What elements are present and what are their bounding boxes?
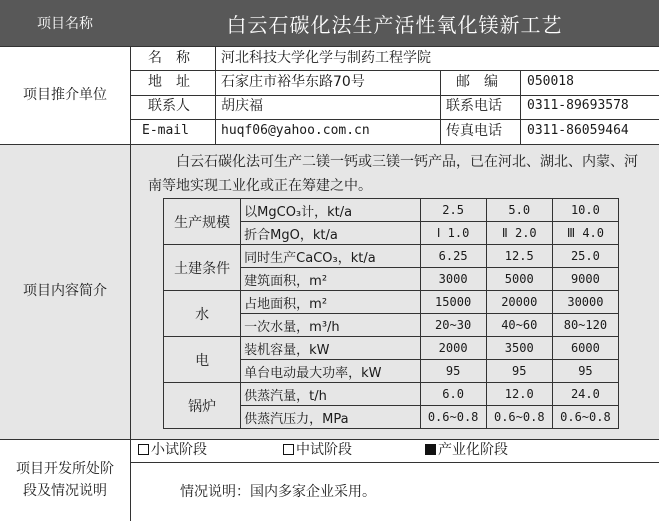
category-cell: 电 [164, 337, 241, 383]
stage-industrial [425, 440, 508, 460]
parameter-value: 0.6~0.8 [552, 406, 618, 429]
postcode-value: 050018 [527, 74, 574, 89]
progress-section-label: 项目开发所处阶段及情况说明 [16, 460, 114, 499]
category-cell: 生产规模 [164, 199, 241, 245]
parameter-name: 折合MgO，kt/a [241, 222, 420, 245]
parameter-name: 一次水量，m³/h [241, 314, 420, 337]
parameter-name: 供蒸汽压力，MPa [241, 406, 420, 429]
parameter-value: 40~60 [486, 314, 552, 337]
fax-label: 传真电话 [446, 123, 502, 139]
parameter-value: 6000 [552, 337, 618, 360]
parameter-value: Ⅰ 1.0 [420, 222, 486, 245]
parameter-name: 装机容量，kW [241, 337, 420, 360]
parameter-value: 95 [552, 360, 618, 383]
postcode-label: 邮 编 [456, 74, 498, 90]
parameters-table [163, 198, 619, 429]
email-label: E-mail [142, 123, 189, 138]
parameter-row [164, 383, 619, 406]
stage-pilot-label: 小试阶段 [151, 442, 207, 458]
parameter-value: 95 [486, 360, 552, 383]
parameter-value: 20000 [486, 291, 552, 314]
parameter-name: 同时生产CaCO₃，kt/a [241, 245, 420, 268]
parameter-value: 12.0 [486, 383, 552, 406]
contact-label: 联系人 [148, 98, 190, 114]
address-label: 地 址 [148, 74, 190, 90]
parameter-value: 12.5 [486, 245, 552, 268]
parameter-name: 以MgCO₃计，kt/a [241, 199, 420, 222]
content-section-label: 项目内容简介 [0, 144, 130, 439]
project-title: 白云石碳化法生产活性氧化镁新工艺 [130, 0, 659, 46]
stage-middle [283, 440, 352, 460]
progress-note: 情况说明：国内多家企业采用。 [180, 484, 376, 500]
email-value[interactable]: huqf06@yahoo.com.cn [221, 123, 370, 138]
content-intro: 白云石碳化法可生产二镁一钙或三镁一钙产品，已在河北、湖北、内蒙、河南等地实现工业化或正在筹建之中。 [148, 154, 638, 194]
parameter-value: 2000 [420, 337, 486, 360]
parameter-value: 80~120 [552, 314, 618, 337]
phone-value: 0311-89693578 [527, 98, 629, 113]
stage-industrial-label: 产业化阶段 [438, 442, 508, 458]
phone-label: 联系电话 [446, 98, 502, 114]
address-value: 石家庄市裕华东路70号 [221, 74, 365, 90]
stage-industrial-checkbox [425, 444, 436, 455]
parameter-value: 10.0 [552, 199, 618, 222]
parameter-row [164, 291, 619, 314]
parameter-name: 建筑面积，m² [241, 268, 420, 291]
parameter-value: 30000 [552, 291, 618, 314]
parameter-value: 0.6~0.8 [420, 406, 486, 429]
parameter-value: 5.0 [486, 199, 552, 222]
parameter-value: 2.5 [420, 199, 486, 222]
parameter-value: 24.0 [552, 383, 618, 406]
parameter-value: 6.25 [420, 245, 486, 268]
stage-pilot [138, 440, 207, 460]
contact-value: 胡庆福 [221, 98, 263, 114]
category-cell: 土建条件 [164, 245, 241, 291]
project-name-label: 项目名称 [0, 0, 130, 46]
stage-middle-checkbox [283, 444, 294, 455]
stage-pilot-checkbox [138, 444, 149, 455]
category-cell: 水 [164, 291, 241, 337]
parameter-value: Ⅱ 2.0 [486, 222, 552, 245]
parameter-name: 供蒸汽量，t/h [241, 383, 420, 406]
parameter-value: 5000 [486, 268, 552, 291]
parameter-value: 20~30 [420, 314, 486, 337]
parameter-name: 单台电动最大功率，kW [241, 360, 420, 383]
parameter-value: 25.0 [552, 245, 618, 268]
parameter-row [164, 245, 619, 268]
name-label: 名 称 [148, 50, 190, 66]
parameter-row [164, 199, 619, 222]
parameter-value: 9000 [552, 268, 618, 291]
parameter-value: 15000 [420, 291, 486, 314]
parameter-value: 6.0 [420, 383, 486, 406]
fax-value: 0311-86059464 [527, 123, 629, 138]
parameter-value: 3500 [486, 337, 552, 360]
parameter-value: Ⅲ 4.0 [552, 222, 618, 245]
name-value: 河北科技大学化学与制药工程学院 [221, 50, 431, 66]
stage-middle-label: 中试阶段 [296, 442, 352, 458]
parameter-value: 0.6~0.8 [486, 406, 552, 429]
parameter-name: 占地面积，m² [241, 291, 420, 314]
category-cell: 锅炉 [164, 383, 241, 429]
parameter-value: 3000 [420, 268, 486, 291]
unit-section-label: 项目推介单位 [23, 86, 107, 103]
parameter-row [164, 337, 619, 360]
parameter-value: 95 [420, 360, 486, 383]
